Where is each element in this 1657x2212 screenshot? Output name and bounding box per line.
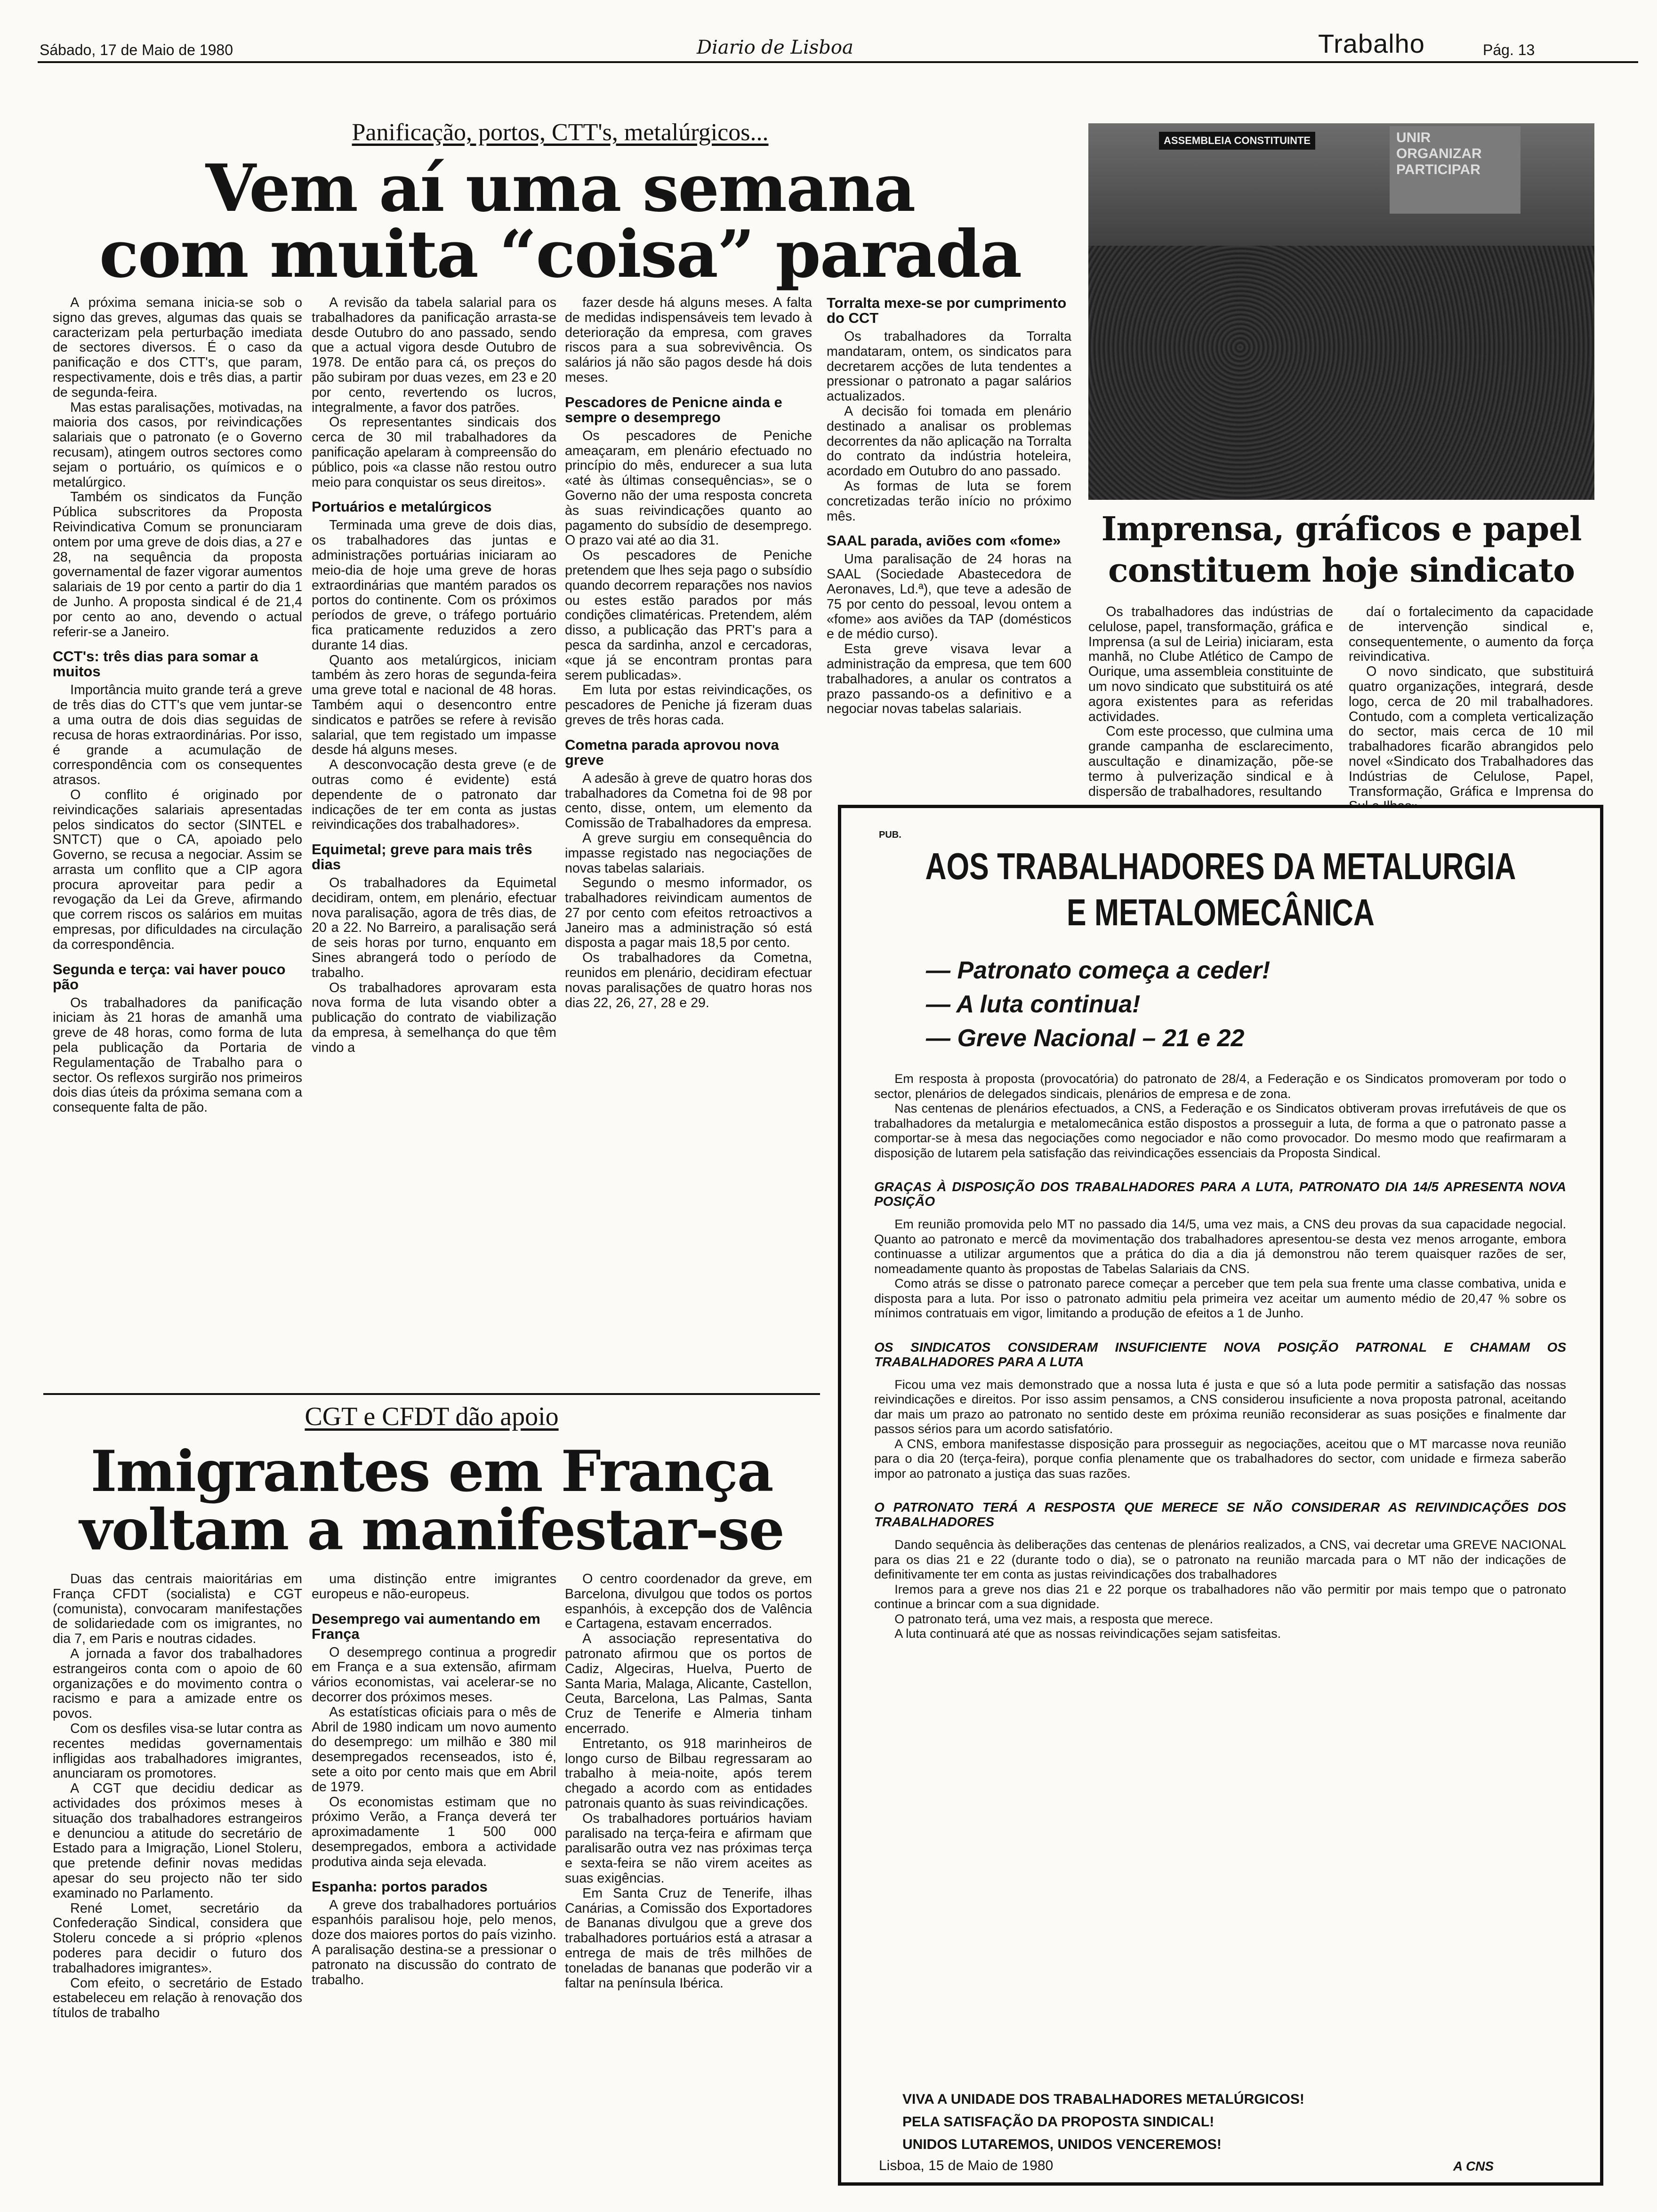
ad-closing-line3: UNIDOS LUTAREMOS, UNIDOS VENCEREMOS! (902, 2137, 1222, 2152)
paragraph: Com este processo, que culmina uma grande campanha de esclarecimento, auscultação e dinamização, põe-se termo à pulverização sindical e à dispersão de trabalhadores, resultando (1088, 724, 1333, 799)
paragraph: Em reunião promovida pelo MT no passado dia 14/5, uma vez mais, a CNS deu provas da sua capacidade negocial. Quanto ao patronato e mercê da movimentação dos trabalhadores apresentou-se desta vez menos arrogante, embora continuasse a utilizar argumentos que a prática do dia a dia já demonstrou não terem quaisquer razões de ser, nomeadamente quanto às propostas de Tabelas Salariais da CNS. (874, 1217, 1566, 1276)
paragraph: Em Santa Cruz de Tenerife, ilhas Canárias, a Comissão dos Exportadores de Bananas divulgou que a greve dos trabalhadores portuários está a atrasar a entrega de mais de três milhões de toneladas de bananas que poderão vir a faltar na península Ibérica. (565, 1885, 812, 1991)
subhead: Equimetal; greve para mais três dias (312, 841, 532, 873)
photo-sign-line3: PARTICIPAR (1396, 162, 1480, 177)
article3-col2 (312, 1572, 556, 1988)
paragraph: O centro coordenador da greve, em Barcelona, divulgou que todos os portos espanhóis, à excepção dos de Valência e Cartagena, estavam encerrados. (565, 1571, 812, 1632)
ad-signature: A CNS (1453, 2159, 1494, 2173)
paragraph: René Lomet, secretário da Confederação Sindical, considera que Stoleru concede a si próprio «plenos poderes para decidir o futuro dos trabalhadores imigrantes». (53, 1900, 302, 1976)
subhead: Pescadores de Penicne ainda e sempre o desemprego (565, 393, 782, 425)
ad-slogan-3: — Greve Nacional – 21 e 22 (926, 1025, 1245, 1052)
article1-col2 (312, 296, 556, 1056)
article1-col1 (53, 296, 302, 1115)
article3-headline-line2: voltam a manifestar-se (79, 1497, 784, 1563)
header-date: Sábado, 17 de Maio de 1980 (40, 41, 233, 58)
ad-subheading: O PATRONATO TERÁ A RESPOSTA QUE MERECE SE NÃO CONSIDERAR AS REIVINDICAÇÕES DOS TRABALHADORES (874, 1500, 1566, 1529)
subhead: SAAL parada, aviões com «fome» (827, 532, 1061, 549)
paragraph: Os trabalhadores da Torralta mandataram, ontem, os sindicatos para decretarem acções de luta tendentes a pressionar o patronato a pagar salários actualizados. (827, 329, 1071, 404)
photo-sign (1390, 126, 1520, 214)
header-rule (38, 61, 1638, 63)
article2-col2 (1349, 605, 1593, 814)
ad-label: PUB. (879, 830, 901, 840)
paragraph: Os pescadores de Peniche ameaçaram, em plenário efectuado no princípio do mês, endurecer a sua luta «até às últimas consequências», se o Governo não der uma resposta concreta às suas reivindicações quanto ao pagamento do subsídio de desemprego. O prazo vai até ao dia 31. (565, 428, 812, 548)
ad-subheading: GRAÇAS À DISPOSIÇÃO DOS TRABALHADORES PARA A LUTA, PATRONATO DIA 14/5 APRESENTA NOVA POSIÇÃO (874, 1179, 1566, 1209)
paragraph: Ficou uma vez mais demonstrado que a nossa luta é justa e que só a luta pode permitir a satisfação das nossas reivindicações e direitos. Por isso assim pensamos, a CNS considerou insuficiente a nova proposta patronal, aceitando dar mais um prazo ao patronato no sentido deste em próxima reunião reconsiderar as suas posições e finalmente dar passos sérios para um acordo satisfatório. (874, 1377, 1566, 1436)
paragraph: O desemprego continua a progredir em França e a sua extensão, afirmam vários economistas, vai acelerar-se no decorrer dos próximos meses. (312, 1644, 556, 1705)
paragraph: A adesão à greve de quatro horas dos trabalhadores da Cometna foi de 98 por cento, disse, ontem, um elemento da Comissão de Trabalhadores da empresa. (565, 770, 812, 831)
paragraph: Iremos para a greve nos dias 21 e 22 porque os trabalhadores não vão permitir por mais tempo que o patronato continue a brincar com a sua dignidade. (874, 1582, 1566, 1611)
ad-title-line1: AOS TRABALHADORES DA METALURGIA (925, 845, 1516, 887)
article3-col1 (53, 1572, 302, 2021)
paragraph: Terminada uma greve de dois dias, os trabalhadores das juntas e administrações portuárias iniciaram ao meio-dia de hoje uma greve de horas extraordinárias que mantém parados os portos do continente. Com os próximos períodos de greve, o tráfego portuário fica praticamente reduzidos a zero durante 14 dias. (312, 518, 556, 653)
ad-title-line2: E METALOMECÂNICA (1066, 891, 1375, 933)
subhead: Cometna parada aprovou nova greve (565, 736, 779, 768)
article1-kicker: Panificação, portos, CTT's, metalúrgicos... (352, 119, 769, 146)
photo-sign-line2: ORGANIZAR (1396, 146, 1482, 161)
paragraph: Os representantes sindicais dos cerca de 30 mil trabalhadores da panificação apelaram à compreensão do público, pois «a classe não restou outro meio para conquistar os seus direitos». (312, 415, 556, 490)
article1-col4 (827, 296, 1071, 717)
photo-sign-line1: UNIR (1396, 130, 1431, 145)
paragraph: A luta continuará até que as nossas reivindicações sejam satisfeitas. (894, 1627, 1281, 1641)
paragraph: A associação representativa do patronato afirmou que os portos de Cadiz, Algeciras, Huelva, Puerto de Santa Maria, Malaga, Alicante, Castellon, Ceuta, Barcelona, Las Palmas, Santa Cruz de Tenerife e Almeria tinham encerrado. (565, 1631, 812, 1736)
ad-closing-line2: PELA SATISFAÇÃO DA PROPOSTA SINDICAL! (902, 2114, 1215, 2130)
article2-headline-line1: Imprensa, gráficos e papel (1101, 509, 1582, 548)
paragraph: Os trabalhadores da panificação iniciam às 21 horas de amanhã uma greve de 48 horas, como forma de luta pela publicação da Portaria de Regulamentação de Trabalho para o sector. Os reflexos surgirão nos primeiros dois dias úteis da próxima semana com a consequente falta de pão. (53, 995, 302, 1115)
paragraph: Esta greve visava levar a administração da empresa, que tem 600 trabalhadores, a anular os contratos a prazo passando-os a definitivo e a negociar novas tabelas salariais. (827, 641, 1071, 717)
paragraph: daí o fortalecimento da capacidade de intervenção sindical e, consequentemente, o aumento da força reivindicativa. (1349, 604, 1593, 665)
photo-banner: ASSEMBLEIA CONSTITUINTE (1159, 132, 1315, 150)
article3-kicker: CGT e CFDT dão apoio (305, 1402, 559, 1431)
photo-crowd (1088, 246, 1594, 500)
ad-closing (902, 2088, 1304, 2156)
subhead: Segunda e terça: vai haver pouco pão (53, 961, 286, 993)
paragraph: Com os desfiles visa-se lutar contra as recentes medidas governamentais infligidas aos trabalhadores imigrantes, anunciaram os promotores. (53, 1721, 302, 1781)
paragraph: Como atrás se disse o patronato parece começar a perceber que tem pela sua frente uma classe combativa, unida e disposta para a luta. Por isso o patronato admitiu pela primeira vez aceitar um aumento médio de 20,47 % sobre os mínimos contratuais em vigor, limitando a produção de efeitos a 1 de Junho. (874, 1276, 1566, 1320)
article3-col3 (565, 1572, 812, 1991)
paragraph: A jornada a favor dos trabalhadores estrangeiros conta com o apoio de 60 organizações e do movimento contra o racismo e para a amizade entre os povos. (53, 1646, 302, 1722)
paragraph: Quanto aos metalúrgicos, iniciam também às zero horas de segunda-feira uma greve total e nacional de 48 horas. Também aqui o desencontro entre sindicatos e patrões se refere à revisão salarial, que tem registado um impasse desde há alguns meses. (312, 652, 556, 758)
paragraph: Duas das centrais maioritárias em França CFDT (socialista) e CGT (comunista), convocaram manifestações de solidariedade com os imigrantes, no dia 7, em Paris e noutras cidades. (53, 1571, 302, 1647)
ad-slogan-1: — Patronato começa a ceder! (926, 957, 1271, 984)
paragraph: uma distinção entre imigrantes europeus e não-europeus. (312, 1571, 556, 1602)
article2-headline-line2: constituem hoje sindicato (1108, 551, 1575, 590)
paragraph: Os trabalhadores das indústrias de celulose, papel, transformação, gráfica e Imprensa (a sul de Leiria) iniciaram, esta manhã, no Clube Atlético de Campo de Ourique, uma assembleia constituinte de um novo sindicato que substituirá os até agora existentes para as referidas actividades. (1088, 604, 1333, 724)
article3-top-rule (43, 1393, 820, 1395)
paragraph: Os trabalhadores aprovaram esta nova forma de luta visando obter a publicação do contrato de viabilização da empresa, à semelhança do que têm vindo a (312, 980, 556, 1055)
article3-headline (43, 1438, 820, 1563)
paragraph: Também os sindicatos da Função Pública subscritores da Proposta Reivindicativa Comum se pronunciaram ontem por uma greve de dois dias, a 27 e 28, na sequência da proposta governamental de fazer vigorar aumentos salariais de 19 por cento a partir do dia 1 de Junho. A proposta sindical é de 21,4 por cento ao ano, devendo o actual referir-se a Janeiro. (53, 489, 302, 640)
article3-headline-line1: Imigrantes em França (90, 1438, 773, 1505)
subhead: Espanha: portos parados (312, 1878, 488, 1895)
paragraph: As formas de luta se forem concretizadas terão início no próximo mês. (827, 478, 1071, 524)
page-number: Pág. 13 (1483, 41, 1535, 58)
paragraph: Entretanto, os 918 marinheiros de longo curso de Bilbau regressaram ao trabalho à meia-noite, após terem chegado a acordo com as entidades patronais quanto às suas reivindicações. (565, 1736, 812, 1811)
article1-headline-line2: com muita “coisa” parada (99, 216, 1022, 292)
paragraph: A revisão da tabela salarial para os trabalhadores da panificação arrasta-se desde Outubro do ano passado, sendo que a actual vigora desde Outubro de 1978. De então para cá, os preços do pão subiram por duas vezes, em 23 e 20 por cento, revertendo os lucros, integralmente, a favor dos patrões. (312, 295, 556, 415)
article2-headline (1088, 508, 1594, 591)
paragraph: A desconvocação desta greve (e de outras como é evidente) está dependente de o patronato dar indicações de ter em conta as justas reivindicações dos trabalhadores». (312, 757, 556, 833)
paragraph: A CNS, embora manifestasse disposição para prosseguir as negociações, aceitou que o MT marcasse nova reunião para o dia 20 (terça-feira), porque confia plenamente que os trabalhadores do sector, com unidade e firmeza saberão impor ao patronato a justiça das suas razões. (874, 1436, 1566, 1481)
article2-col1 (1088, 605, 1333, 799)
article1-headline (71, 150, 1050, 292)
paragraph: Importância muito grande terá a greve de três dias do CTT's que vem juntar-se a uma outra de dois dias seguidas de recusa de horas extraordinárias. Por isso, é grande a acumulação de correspondência com os consequentes atrasos. (53, 682, 302, 788)
paragraph: Em luta por estas reivindicações, os pescadores de Peniche já fizeram duas greves de três horas cada. (565, 682, 812, 728)
ad-closing-line1: VIVA A UNIDADE DOS TRABALHADORES METALÚRGICOS! (902, 2092, 1304, 2107)
subhead: Torralta mexe-se por cumprimento do CCT (827, 295, 1067, 326)
paragraph: Nas centenas de plenários efectuados, a CNS, a Federação e os Sindicatos obtiveram provas irrefutáveis de que os trabalhadores da metalurgia e metalomecânica estão dispostos a prosseguir a luta, de forma a que o patronato passe a comportar-se à mesa das negociações como negociador e não como provocador. Do mesmo modo que reafirmaram a disposição de lutarem pela satisfação das reivindicações essenciais da Proposta Sindical. (874, 1101, 1566, 1160)
paragraph: A decisão foi tomada em plenário destinado a analisar os problemas decorrentes da não aplicação na Torralta do contrato da indústria hoteleira, acordado em Outubro do ano passado. (827, 403, 1071, 479)
paragraph: Com efeito, o secretário de Estado estabeleceu em relação à renovação dos títulos de trabalho (53, 1975, 302, 2021)
section-title: Trabalho (1318, 29, 1425, 58)
subhead: Desemprego vai aumentando em França (312, 1610, 540, 1642)
paragraph: Em resposta à proposta (provocatória) do patronato de 28/4, a Federação e os Sindicatos promoveram por todo o sector, plenários de delegados sindicais, plenários de empresa e de zona. (874, 1072, 1566, 1101)
paragraph: Uma paralisação de 24 horas na SAAL (Sociedade Abastecedora de Aeronaves, Ld.ª), que teve a adesão de 75 por cento do pessoal, levou ontem a «fome» aos aviões da TAP (domésticos e de médio curso). (827, 552, 1071, 642)
paragraph: O patronato terá, uma vez mais, a resposta que merece. (894, 1611, 1214, 1626)
paragraph: A CGT que decidiu dedicar as actividades dos próximos meses à situação dos trabalhadores estrangeiros e denunciou a atitude do secretário de Estado para a Imigração, Lionel Stoleru, que pretende definir novas medidas apesar do seu projecto não ter sido examinado no Parlamento. (53, 1781, 302, 1901)
ad-body (874, 1072, 1566, 1642)
paragraph: As estatísticas oficiais para o mês de Abril de 1980 indicam um novo aumento do desemprego: um milhão e 380 mil desempregados recenseados, isto é, sete a oito por cento mais que em Abril de 1979. (312, 1704, 556, 1795)
paragraph: Mas estas paralisações, motivadas, na maioria dos casos, por reivindicações salariais que o patronato (e o Governo recusam), atingem outros sectores como sejam o portuário, os químicos e o metalúrgico. (53, 400, 302, 490)
ad-subheading: OS SINDICATOS CONSIDERAM INSUFICIENTE NOVA POSIÇÃO PATRONAL E CHAMAM OS TRABALHADORES PARA A LUTA (874, 1339, 1566, 1369)
paragraph: Dando sequência às deliberações das centenas de plenários realizados, a CNS, vai decretar uma GREVE NACIONAL para os dias 21 e 22 (durante todo o dia), se o patronato na reunião marcada para o MT não der indicações de definitivamente ter em conta as justas reivindicações dos trabalhadores (874, 1538, 1566, 1581)
article1-col3 (565, 296, 812, 1010)
paragraph: Os trabalhadores da Cometna, reunidos em plenário, decidiram efectuar novas paralisações de quatro horas nos dias 22, 26, 27, 28 e 29. (565, 950, 812, 1010)
metalurgia-ad (838, 805, 1603, 2186)
paragraph: O novo sindicato, que substituirá quatro organizações, integrará, desde logo, cerca de 20 mil trabalhadores. Contudo, com a completa verticalização do sector, mais cerca de 10 mil trabalhadores ficarão abrangidos pelo novel «Sindicato dos Trabalhadores das Indústrias de Celulose, Papel, Transformação, Gráfica e Imprensa do (1349, 664, 1593, 799)
paragraph: O conflito é originado por reivindicações salariais apresentadas pelos sindicatos do sector (SINTEL e SNTCT) que o CA, apoiado pelo Governo, se recusa a negociar. Assim se arrasta um conflito que a CIP agora procura aproveitar para pedir a revogação da Lei da Greve, afirmando que correm riscos os salários em muitas empresas, por dificuldades na circulação da correspondência. (53, 787, 302, 952)
article1-headline-line1: Vem aí uma semana (205, 150, 915, 226)
assembly-photo (1088, 123, 1594, 500)
masthead: Diario de Lisboa (697, 37, 853, 58)
subhead: CCT's: três dias para somar a muitos (53, 648, 258, 680)
paragraph: A greve dos trabalhadores portuários espanhóis paralisou hoje, pelo menos, doze dos maiores portos do país vizinho. A paralisação destina-se a pressionar o patronato na discussão do contrato de trabalho. (312, 1897, 556, 1988)
paragraph: A próxima semana inicia-se sob o signo das greves, algumas das quais se caracterizam pela perturbação imediata de sectores diversos. É o caso da panificação e dos CTT's, que param, respectivamente, dois e três dias, a partir de segunda-feira. (53, 295, 302, 400)
paragraph: Os pescadores de Peniche pretendem que lhes seja pago o subsídio quando decorrem reparações nos navios ou estes estão parados por más condições climatéricas. Pretendem, além disso, a publicação das PRT's para a pesca da sardinha, anzol e cercadoras, «que já se encontram prontas para serem publicadas». (565, 548, 812, 683)
paragraph: Segundo o mesmo informador, os trabalhadores reivindicam aumentos de 27 por cento com efeitos retroactivos a Janeiro mas a administração só está disposta a pagar mais 18,5 por cento. (565, 875, 812, 951)
paragraph: Os trabalhadores da Equimetal decidiram, ontem, em plenário, efectuar nova paralisação, agora de três dias, de 20 a 22. No Barreiro, a paralisação será de seis horas por turno, enquanto em Sines abrangerá todo o período de trabalho. (312, 875, 556, 980)
ad-slogan-2: — A luta continua! (926, 991, 1141, 1018)
paragraph: A greve surgiu em consequência do impasse registado nas negociações de novas tabelas salariais. (565, 830, 812, 876)
ad-date: Lisboa, 15 de Maio de 1980 (879, 2158, 1054, 2173)
paragraph: Os economistas estimam que no próximo Verão, a França deverá ter aproximadamente 1 500 000 desempregados, embora a actividade produtiva ainda seja elevada. (312, 1794, 556, 1869)
subhead: Portuários e metalúrgicos (312, 498, 492, 515)
paragraph: fazer desde há alguns meses. A falta de medidas indispensáveis tem levado à deterioração da empresa, com graves riscos para a sua sobrevivência. Os salários já não são pagos desde há dois meses. (565, 295, 812, 385)
paragraph: Os trabalhadores portuários haviam paralisado na terça-feira e afirmam que paralisarão outra vez nas próximas terça e sexta-feira se não virem aceites as suas exigências. (565, 1811, 812, 1886)
